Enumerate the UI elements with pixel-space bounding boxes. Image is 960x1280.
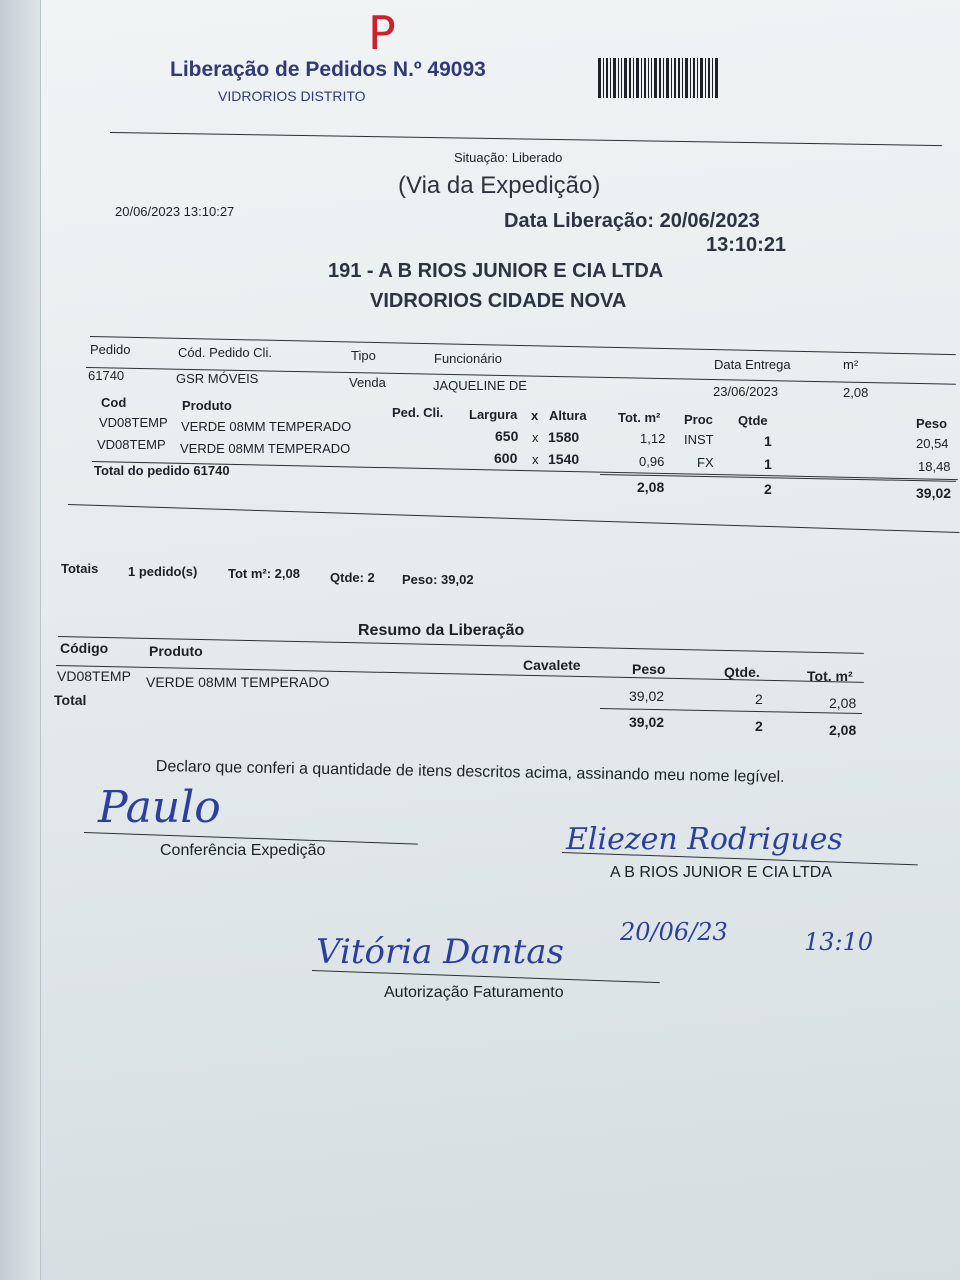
item-1-cod: VD08TEMP xyxy=(99,415,168,430)
item-2-qtde: 1 xyxy=(764,456,772,472)
item-col-x: x xyxy=(531,408,539,423)
summary-row-produto: VERDE 08MM TEMPERADO xyxy=(146,674,330,690)
order-total-peso: 39,02 xyxy=(916,485,952,501)
item-col-peso: Peso xyxy=(916,416,948,431)
paper-edge xyxy=(0,0,41,1280)
release-time: 13:10:21 xyxy=(706,234,787,256)
item-col-largura: Largura xyxy=(469,407,518,422)
client-signature: Eliezen Rodrigues xyxy=(566,822,843,857)
handwritten-time: 13:10 xyxy=(804,928,874,956)
summary-col-peso: Peso xyxy=(632,661,666,677)
summary-row-qtde: 2 xyxy=(755,691,763,707)
item-col-altura: Altura xyxy=(549,408,587,423)
summary-row-tot-m2: 2,08 xyxy=(829,695,857,711)
totals-weight: Peso: 39,02 xyxy=(402,572,474,587)
summary-col-codigo: Código xyxy=(60,640,109,656)
item-2-tot-m2: 0,96 xyxy=(639,454,665,469)
totals-m2: Tot m²: 2,08 xyxy=(228,566,300,581)
item-1-altura: 1580 xyxy=(548,429,580,445)
order-total-qtde: 2 xyxy=(764,481,772,497)
summary-title: Resumo da Liberação xyxy=(358,622,525,639)
item-col-qtde: Qtde xyxy=(738,413,768,428)
item-1-largura: 650 xyxy=(495,428,519,444)
summary-col-qtde: Qtde. xyxy=(724,664,760,680)
item-1-qtde: 1 xyxy=(764,433,772,449)
status-text: Situação: Liberado xyxy=(454,150,563,165)
item-1-tot-m2: 1,12 xyxy=(640,431,666,446)
client-name: 191 - A B RIOS JUNIOR E CIA LTDA xyxy=(328,260,664,282)
summary-row-codigo: VD08TEMP xyxy=(57,668,131,684)
employee-name: JAQUELINE DE xyxy=(433,378,527,393)
col-data-entrega: Data Entrega xyxy=(714,357,791,372)
handwritten-mark: P xyxy=(368,6,396,60)
item-1-x: x xyxy=(532,430,539,445)
item-col-tot-m2: Tot. m² xyxy=(618,410,661,425)
item-1-produto: VERDE 08MM TEMPERADO xyxy=(181,419,352,434)
summary-col-tot-m2: Tot. m² xyxy=(807,668,853,684)
order-number: 61740 xyxy=(88,368,125,383)
item-2-produto: VERDE 08MM TEMPERADO xyxy=(180,441,351,456)
item-2-peso: 18,48 xyxy=(918,459,951,474)
col-pedido: Pedido xyxy=(90,342,131,357)
conferencia-signature: Paulo xyxy=(98,782,221,833)
order-total-m2: 2,08 xyxy=(637,479,665,495)
totals-label: Totais xyxy=(61,561,99,576)
item-col-cod: Cod xyxy=(101,395,127,410)
item-2-largura: 600 xyxy=(494,450,518,466)
declaration-text: Declaro que conferi a quantidade de itens descritos acima, assinando meu nome legível. xyxy=(155,758,785,786)
client-sign-label: A B RIOS JUNIOR E CIA LTDA xyxy=(610,864,832,881)
print-datetime: 20/06/2023 13:10:27 xyxy=(115,204,235,219)
item-col-proc: Proc xyxy=(684,412,713,427)
item-2-proc: FX xyxy=(697,455,714,470)
order-type: Venda xyxy=(349,375,386,390)
summary-total-label: Total xyxy=(54,692,87,708)
item-1-peso: 20,54 xyxy=(916,436,949,451)
barcode-icon xyxy=(598,58,746,98)
item-2-altura: 1540 xyxy=(548,451,580,467)
document-title: Liberação de Pedidos N.º 49093 xyxy=(170,58,486,81)
order-bottom-rule xyxy=(68,504,960,533)
item-2-cod: VD08TEMP xyxy=(97,437,166,452)
col-tipo: Tipo xyxy=(351,348,376,363)
header-rule xyxy=(110,132,942,146)
col-funcionario: Funcionário xyxy=(434,351,502,366)
client-store: VIDRORIOS CIDADE NOVA xyxy=(370,290,627,312)
autorizacao-signature: Vitória Dantas xyxy=(316,932,564,972)
totals-qtde: Qtde: 2 xyxy=(330,570,375,585)
summary-col-produto: Produto xyxy=(149,643,203,659)
conferencia-label: Conferência Expedição xyxy=(160,842,326,859)
summary-row-peso: 39,02 xyxy=(629,688,665,704)
release-date: Data Liberação: 20/06/2023 xyxy=(504,210,760,232)
summary-total-tot-m2: 2,08 xyxy=(829,722,857,738)
order-m2: 2,08 xyxy=(843,385,869,400)
handwritten-date: 20/06/23 xyxy=(620,918,728,946)
summary-total-qtde: 2 xyxy=(755,718,763,734)
col-cod-pedido-cli: Cód. Pedido Cli. xyxy=(178,345,272,360)
client-order-code: GSR MÓVEIS xyxy=(176,371,259,386)
col-m2: m² xyxy=(843,357,859,372)
order-total-label: Total do pedido 61740 xyxy=(94,463,230,478)
item-1-proc: INST xyxy=(684,432,714,447)
totals-orders: 1 pedido(s) xyxy=(128,564,198,579)
autorizacao-label: Autorização Faturamento xyxy=(384,984,564,1001)
item-col-ped-cli: Ped. Cli. xyxy=(392,405,444,420)
copy-type: (Via da Expedição) xyxy=(398,172,601,199)
item-2-x: x xyxy=(532,452,539,467)
summary-col-cavalete: Cavalete xyxy=(523,657,581,673)
issuer-name: VIDRORIOS DISTRITO xyxy=(218,88,366,104)
delivery-date: 23/06/2023 xyxy=(713,384,779,399)
summary-total-peso: 39,02 xyxy=(629,714,665,730)
item-col-produto: Produto xyxy=(182,398,232,413)
